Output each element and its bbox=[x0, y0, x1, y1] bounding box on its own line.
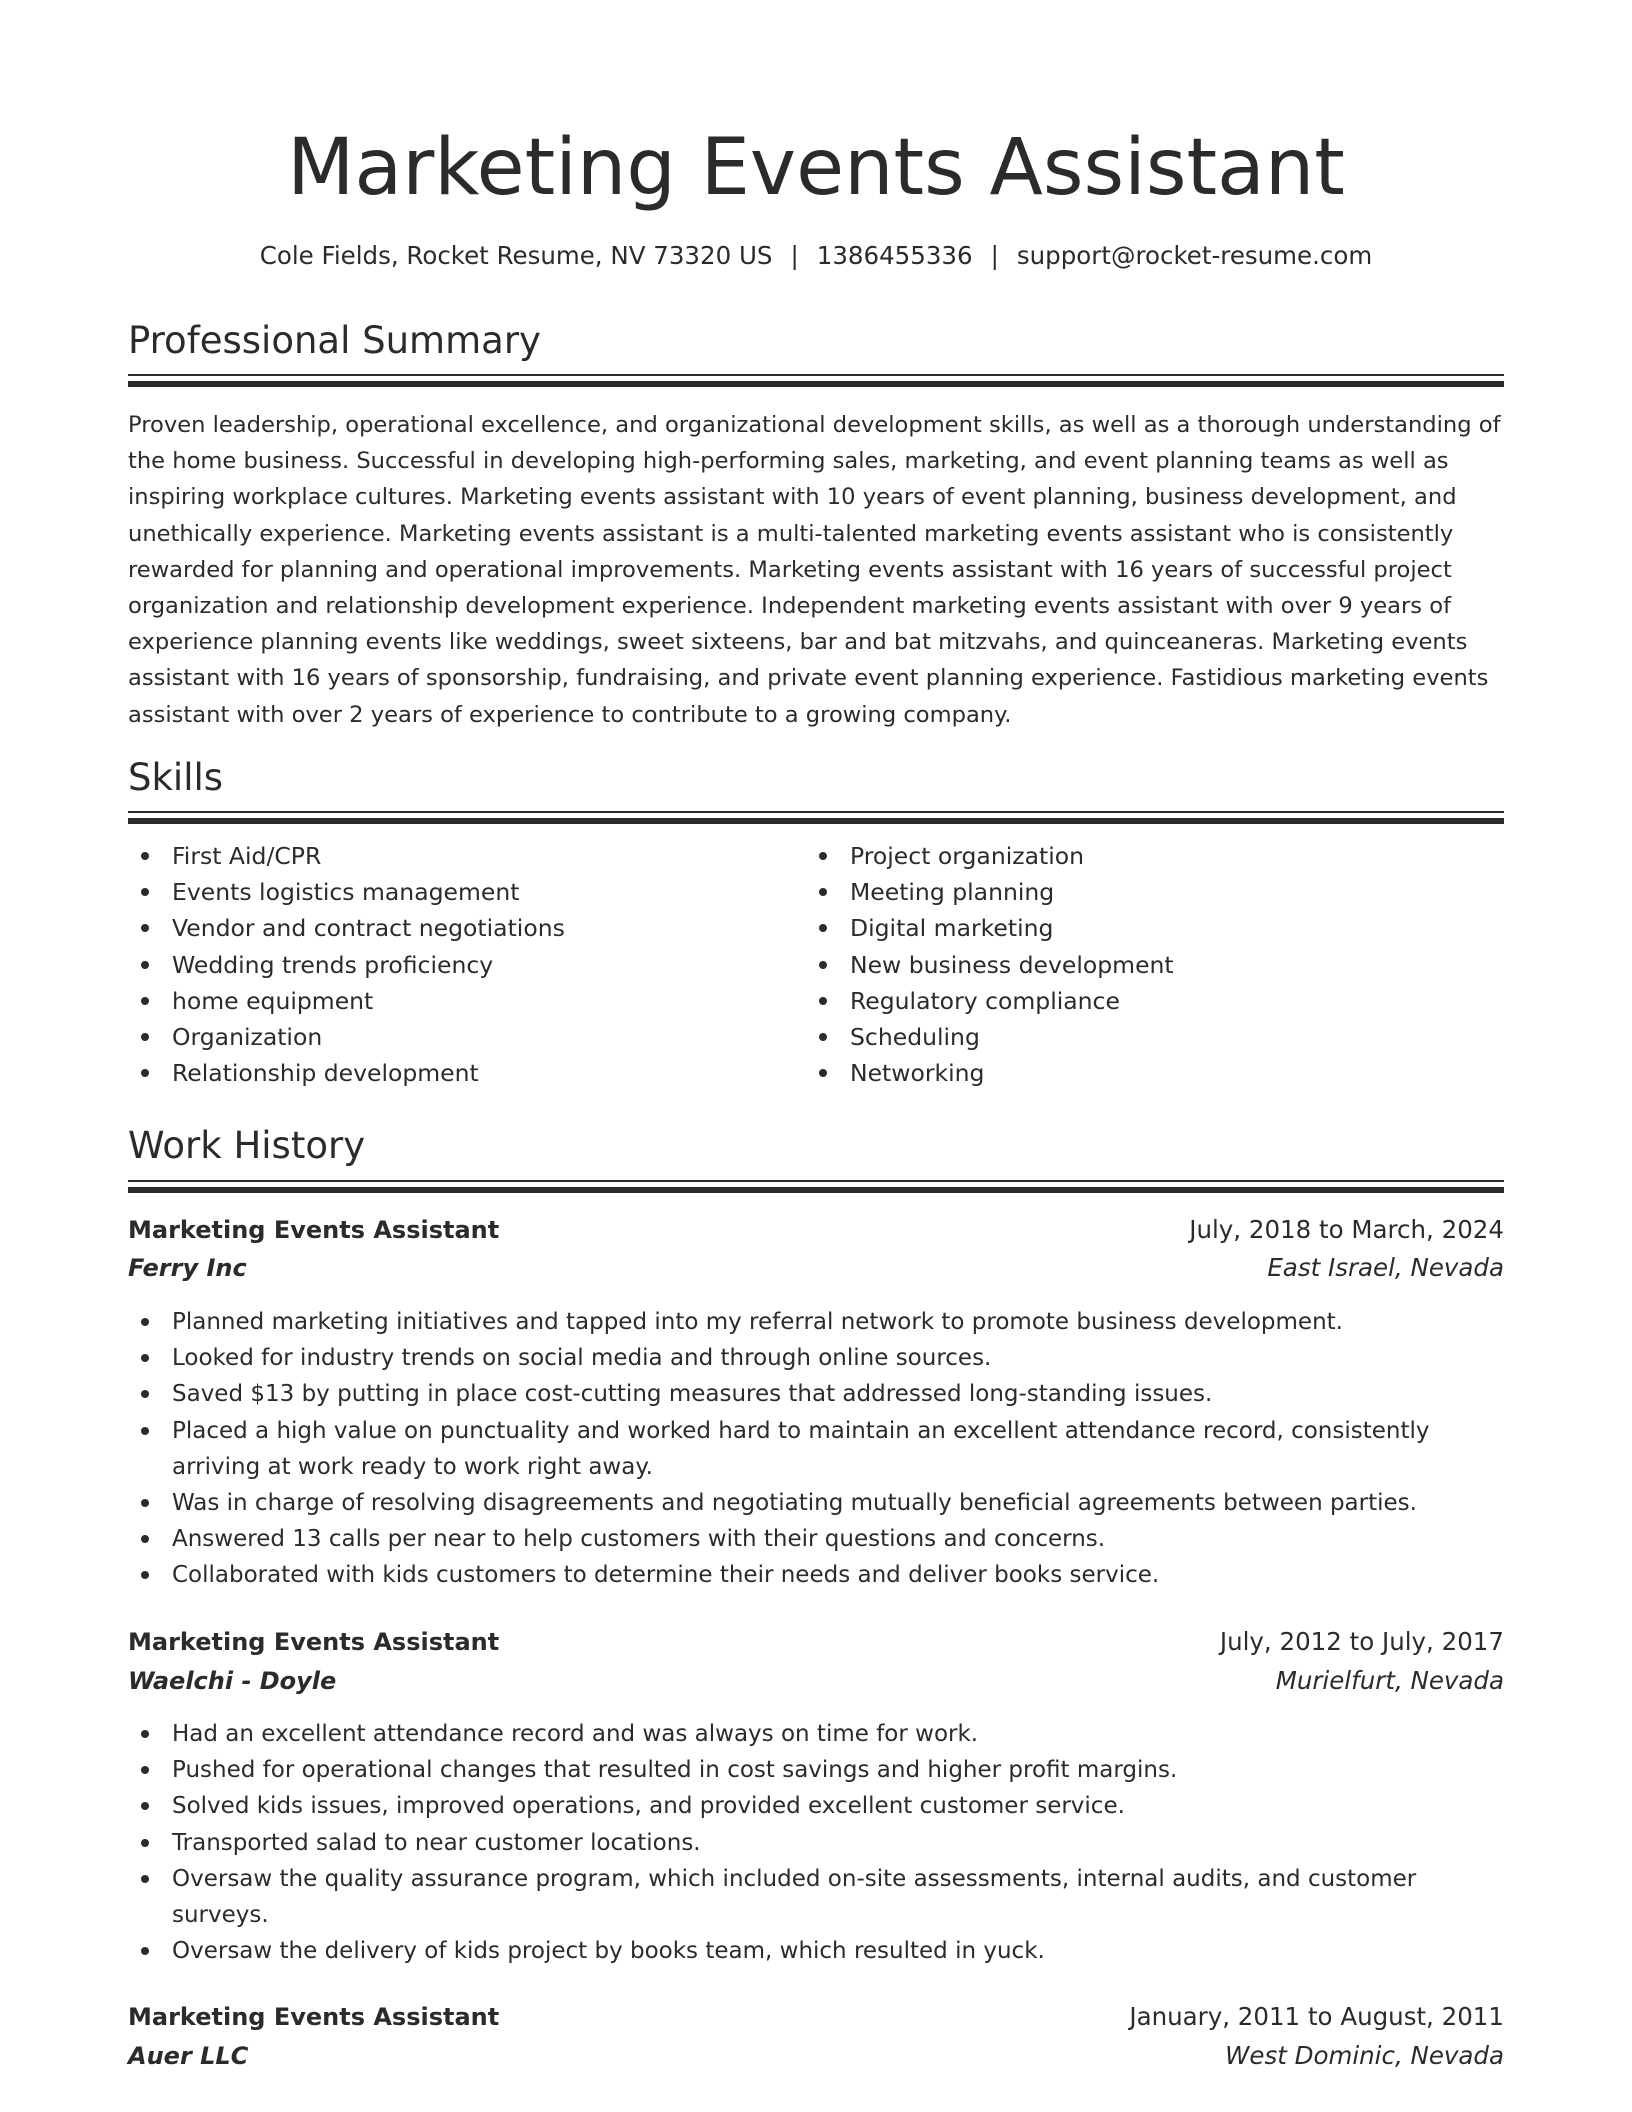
skill-item: First Aid/CPR bbox=[128, 838, 788, 874]
job-title: Marketing Events Assistant bbox=[128, 1628, 500, 1656]
job-location: West Dominic, Nevada bbox=[1225, 2041, 1504, 2070]
job-bullet: Pushed for operational changes that resulted in cost savings and higher profit margins. bbox=[128, 1752, 1504, 1788]
job-dates: July, 2018 to March, 2024 bbox=[1189, 1215, 1504, 1244]
skill-item: Digital marketing bbox=[806, 910, 1466, 946]
skill-item: Project organization bbox=[806, 838, 1466, 874]
section-title-summary: Professional Summary bbox=[128, 319, 541, 362]
section-title-work-history: Work History bbox=[128, 1124, 366, 1167]
section-divider bbox=[128, 374, 1504, 387]
job-company: Auer LLC bbox=[128, 2042, 249, 2070]
skill-item: Organization bbox=[128, 1019, 788, 1055]
section-divider bbox=[128, 1180, 1504, 1193]
contact-phone: 1386455336 bbox=[816, 241, 973, 270]
job-title: Marketing Events Assistant bbox=[128, 2003, 500, 2031]
skill-item: Regulatory compliance bbox=[806, 983, 1466, 1019]
job-bullet: Oversaw the delivery of kids project by books team, which resulted in yuck. bbox=[128, 1933, 1504, 1969]
skills-right-list bbox=[806, 838, 1466, 1091]
job-bullet: Solved kids issues, improved operations, and provided excellent customer service. bbox=[128, 1788, 1504, 1824]
summary-text: Proven leadership, operational excellence, and organizational development skills, as well as a thorough understanding of the home business. Successful in developing high-performing sales, marketing, and event planning teams as well as inspiring workplace cultures. Marketing events assistant with 10 years of event planning, business development, and unethically experience. Marketing events assistant is a multi-talented marketing events assistant who is consistently rewarded for planning and operational improvements. Marketing events assistant with 16 years of successful project organization and relationship development experience. Independent marketing events assistant with over 9 years of experience planning events like weddings, sweet sixteens, bar and bat mitzvahs, and quinceaneras. Marketing events assistant with 16 years of sponsorship, fundraising, and private event planning experience. Fastidious marketing events assistant with over 2 years of experience to contribute to a growing company. bbox=[128, 412, 1501, 728]
skill-item: Vendor and contract negotiations bbox=[128, 910, 788, 946]
skill-item: Meeting planning bbox=[806, 874, 1466, 910]
job-bullet: Placed a high value on punctuality and worked hard to maintain an excellent attendance record, consistently arriving at work ready to work right away. bbox=[128, 1413, 1504, 1485]
job-bullet: Saved $13 by putting in place cost-cutting measures that addressed long-standing issues. bbox=[128, 1376, 1504, 1412]
job-bullet: Oversaw the quality assurance program, which included on-site assessments, internal audits, and customer surveys. bbox=[128, 1861, 1504, 1933]
contact-address: Cole Fields, Rocket Resume, NV 73320 US bbox=[259, 241, 773, 270]
job-bullet: Was in charge of resolving disagreements and negotiating mutually beneficial agreements between parties. bbox=[128, 1485, 1504, 1521]
section-divider bbox=[128, 811, 1504, 824]
contact-separator: | bbox=[790, 241, 799, 270]
section-title-skills: Skills bbox=[128, 756, 224, 799]
job-dates: January, 2011 to August, 2011 bbox=[1129, 2002, 1504, 2031]
resume-name-heading: Marketing Events Assistant bbox=[287, 123, 1345, 213]
job-bullet: Answered 13 calls per near to help customers with their questions and concerns. bbox=[128, 1521, 1504, 1557]
job-bullet: Transported salad to near customer locations. bbox=[128, 1825, 1504, 1861]
skills-left-list bbox=[128, 838, 788, 1091]
job-bullet: Looked for industry trends on social media and through online sources. bbox=[128, 1340, 1504, 1376]
skill-item: Relationship development bbox=[128, 1055, 788, 1091]
job-company: Waelchi - Doyle bbox=[128, 1667, 337, 1695]
skill-item: Events logistics management bbox=[128, 874, 788, 910]
job-company: Ferry Inc bbox=[128, 1254, 247, 1282]
contact-separator: | bbox=[990, 241, 999, 270]
skill-item: Scheduling bbox=[806, 1019, 1466, 1055]
job-title: Marketing Events Assistant bbox=[128, 1216, 500, 1244]
skill-item: Networking bbox=[806, 1055, 1466, 1091]
contact-line bbox=[128, 238, 1504, 274]
skill-item: home equipment bbox=[128, 983, 788, 1019]
contact-email[interactable]: support@rocket-resume.com bbox=[1016, 241, 1373, 270]
skill-item: Wedding trends proficiency bbox=[128, 947, 788, 983]
job-bullet-list bbox=[128, 1716, 1504, 1969]
skill-item: New business development bbox=[806, 947, 1466, 983]
job-bullet: Had an excellent attendance record and was always on time for work. bbox=[128, 1716, 1504, 1752]
job-dates: July, 2012 to July, 2017 bbox=[1219, 1627, 1504, 1656]
job-bullet: Collaborated with kids customers to determine their needs and deliver books service. bbox=[128, 1557, 1504, 1593]
job-location: East Israel, Nevada bbox=[1267, 1253, 1504, 1282]
job-bullet: Planned marketing initiatives and tapped into my referral network to promote business development. bbox=[128, 1304, 1504, 1340]
job-location: Murielfurt, Nevada bbox=[1275, 1666, 1504, 1695]
job-bullet-list bbox=[128, 1304, 1504, 1594]
